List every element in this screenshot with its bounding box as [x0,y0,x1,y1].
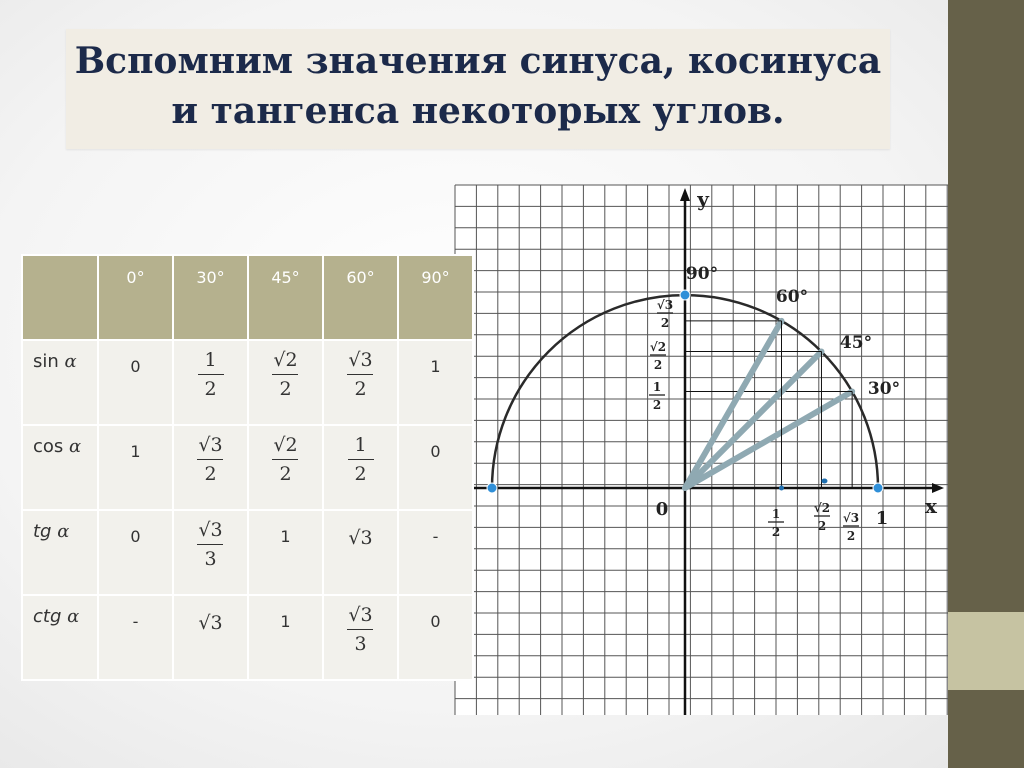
cell-value: 1 [130,442,141,461]
y-tick-half-num: 1 [652,380,662,394]
title-line-2: и тангенса некоторых углов. [171,90,785,132]
x-tick-sqrt2-half-den: 2 [817,519,827,533]
fraction-bar [198,374,224,375]
y-tick-sqrt3-half-den: 2 [660,316,670,330]
y-axis-label: y [697,187,709,211]
cell-fraction [348,434,374,485]
function-label: sin [33,351,59,372]
cell-value: 1 [280,612,291,631]
value-cell [398,340,473,425]
table-header-cell [98,255,173,340]
value-cell [398,595,473,680]
value-cell [398,425,473,510]
angle-label-60: 60° [775,287,809,307]
cell-fraction [198,349,224,400]
value-cell [98,340,173,425]
fraction-numerator: √3 [348,349,373,371]
fraction-bar [272,459,298,460]
cell-value: - [132,612,139,631]
header-angle: 30° [196,268,225,287]
cell-value: - [432,527,439,546]
row-label-sin [22,340,98,425]
function-name [33,606,79,627]
value-cell [248,340,323,425]
fraction-bar [348,459,374,460]
y-tick-sqrt3-half-num: √3 [656,298,674,312]
x-tick-sqrt2-half-num: √2 [813,501,831,515]
table-header-cell [173,255,248,340]
table-corner-cell [22,255,98,340]
table-header-cell [248,255,323,340]
fraction-numerator: 1 [204,349,217,371]
fraction-bar [197,544,223,545]
angle-label-45: 45° [839,333,873,353]
table-row-cos [22,425,473,510]
value-cell [98,425,173,510]
value-cell [173,510,248,595]
x-tick-sqrt3-half-den: 2 [846,529,856,543]
point-90 [680,290,690,300]
angle-label-30: 30° [867,379,901,399]
x-tick-half-num: 1 [771,507,781,521]
row-label-cos [22,425,98,510]
function-argument: α [69,436,82,457]
table-row-tg [22,510,473,595]
fraction-numerator: 1 [354,434,367,456]
fraction-denominator: 2 [354,463,367,485]
fraction-denominator: 2 [204,463,217,485]
cell-fraction [196,519,224,570]
angle-label-90: 90° [685,264,719,284]
tick-point-cos45 [821,479,827,484]
header-angle: 45° [271,268,300,287]
trig-values-table [21,254,474,681]
cell-sqrt-value: √3 [198,612,223,634]
cell-fraction [271,349,299,400]
x-one-label: 1 [875,508,889,529]
value-cell [173,595,248,680]
header-angle: 0° [126,268,145,287]
origin-label: 0 [655,499,669,520]
value-cell [323,510,398,595]
fraction-numerator: √2 [273,434,298,456]
cell-value: 0 [130,527,141,546]
fraction-denominator: 2 [279,463,292,485]
fraction-numerator: √3 [198,519,223,541]
cell-value: 1 [280,527,291,546]
cell-fraction [271,434,299,485]
value-cell [173,425,248,510]
table-header-cell [398,255,473,340]
value-cell [323,425,398,510]
value-cell [248,595,323,680]
fraction-denominator: 3 [354,633,367,655]
value-cell [98,510,173,595]
function-label: ctg [33,606,62,627]
value-cell [323,595,398,680]
y-tick-sqrt2-half-num: √2 [649,340,667,354]
tick-point-cos60 [779,486,784,491]
value-cell [248,425,323,510]
cell-fraction [196,434,224,485]
value-cell [173,340,248,425]
function-name [33,436,81,457]
function-argument: α [67,606,80,627]
fraction-bar [347,629,373,630]
function-name [33,351,77,372]
x-axis-label: x [925,494,937,518]
cell-fraction [346,349,374,400]
value-cell [98,595,173,680]
fraction-numerator: √3 [348,604,373,626]
row-label-tg [22,510,98,595]
function-label: cos [33,436,64,457]
function-label: tg [33,521,52,542]
header-angle: 60° [346,268,375,287]
fraction-denominator: 2 [354,378,367,400]
point-x-minus-one [487,483,497,493]
point-x-one [873,483,883,493]
fraction-bar [272,374,298,375]
x-tick-half-den: 2 [771,525,781,539]
cell-value: 0 [430,442,441,461]
fraction-bar [347,374,373,375]
cell-fraction [346,604,374,655]
fraction-denominator: 2 [204,378,217,400]
cell-value: 0 [430,612,441,631]
value-cell [323,340,398,425]
fraction-denominator: 2 [279,378,292,400]
cell-value: 0 [130,357,141,376]
table-header-row [22,255,473,340]
fraction-denominator: 3 [204,548,217,570]
x-tick-sqrt3-half-num: √3 [842,511,860,525]
function-argument: α [57,521,70,542]
table-row-ctg [22,595,473,680]
value-cell [248,510,323,595]
cell-sqrt-value: √3 [348,527,373,549]
fraction-numerator: √2 [273,349,298,371]
cell-value: 1 [430,357,441,376]
table-row-sin [22,340,473,425]
table-header-cell [323,255,398,340]
y-tick-half-den: 2 [652,398,662,412]
value-cell [398,510,473,595]
title-line-1: Вспомним значения синуса, косинуса [74,40,882,82]
function-argument: α [64,351,77,372]
fraction-numerator: √3 [198,434,223,456]
row-label-ctg [22,595,98,680]
y-tick-sqrt2-half-den: 2 [653,358,663,372]
function-name [33,521,69,542]
fraction-bar [197,459,223,460]
header-angle: 90° [421,268,450,287]
